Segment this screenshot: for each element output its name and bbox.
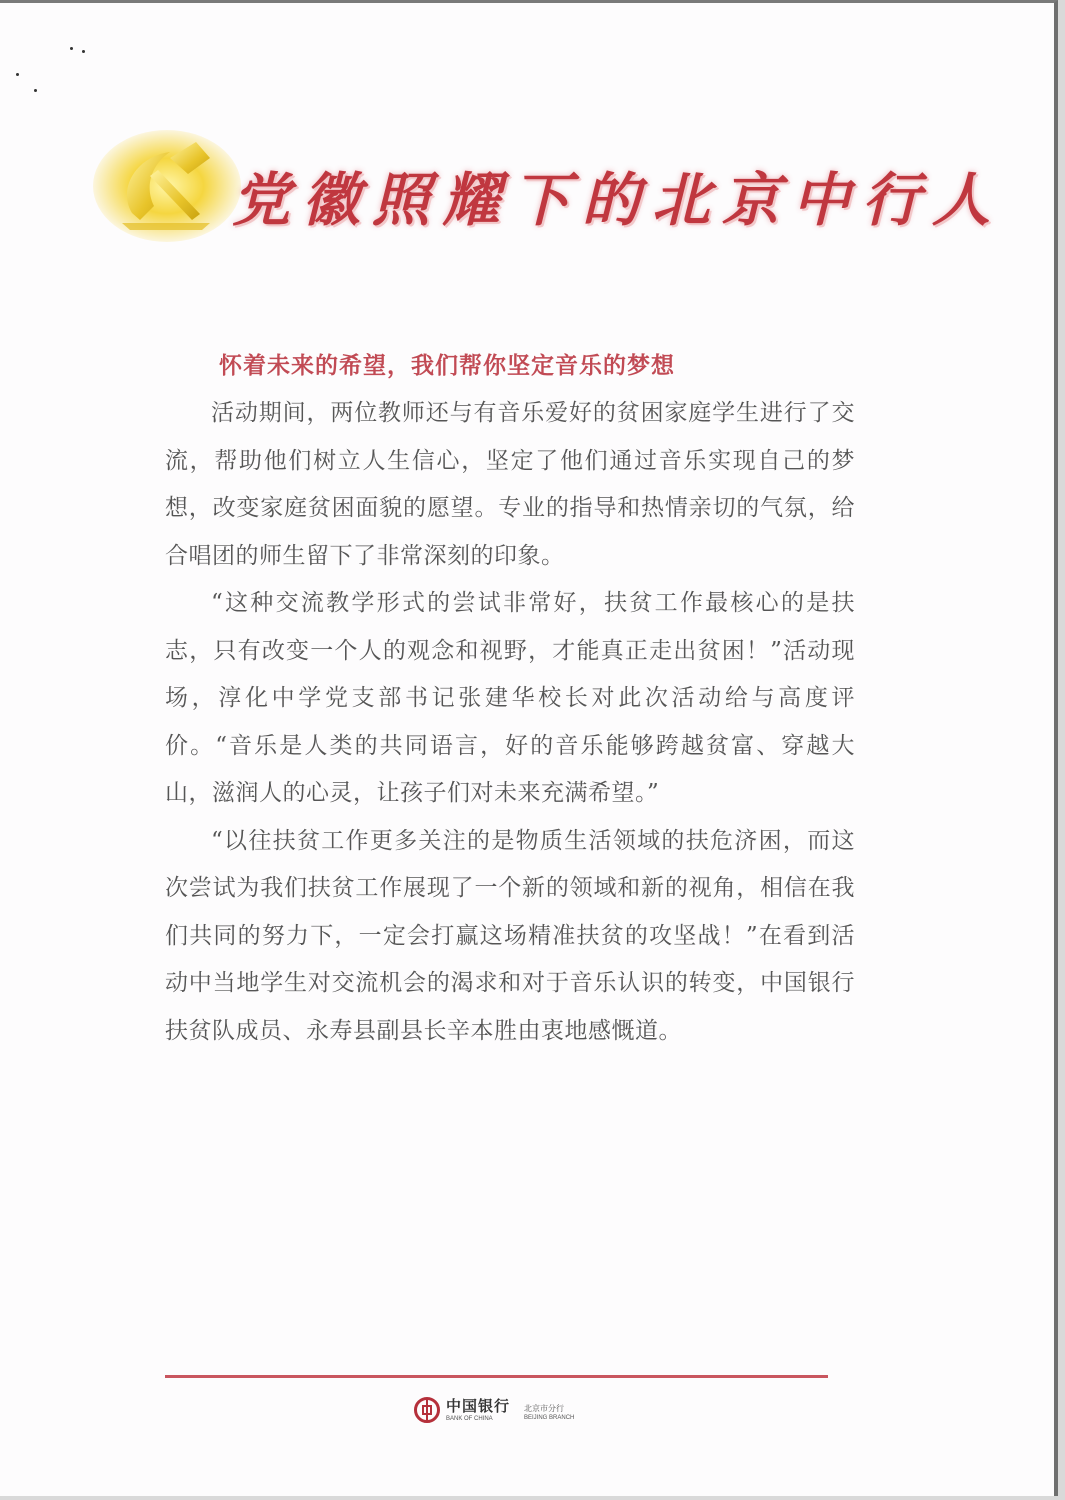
logo-chinese-name: 中国银行 — [446, 1396, 511, 1415]
scan-speck — [34, 89, 37, 92]
scan-speck — [70, 47, 73, 50]
footer-divider — [165, 1375, 828, 1378]
logo-text — [446, 1398, 510, 1423]
branch-english-name: BEIJING BRANCH — [524, 1414, 575, 1421]
scan-speck — [16, 73, 19, 76]
logo-english-name: BANK OF CHINA — [446, 1415, 493, 1422]
paragraph: “以往扶贫工作更多关注的是物质生活领域的扶危济困，而这次尝试为我们扶贫工作展现了一个新的领域和新的视角，相信在我们共同的努力下，一定会打赢这场精准扶贫的攻坚战！”在看到活动中当地学生对交流机会的渴求和对于音乐认识的转变，中国银行扶贫队成员、永寿县副县长辛本胜由衷地感慨道。 — [165, 827, 855, 1044]
party-emblem-icon — [92, 128, 242, 243]
branch-text — [516, 1399, 574, 1422]
section-subheading: 怀着未来的希望，我们帮你坚定音乐的梦想 — [219, 352, 675, 379]
bank-of-china-logo — [414, 1393, 594, 1427]
paragraph: 活动期间，两位教师还与有音乐爱好的贫困家庭学生进行了交流，帮助他们树立人生信心，坚定了他们通过音乐实现自己的梦想，改变家庭贫困面貌的愿望。专业的指导和热情亲切的气氛，给合唱团的师生留下了非常深刻的印象。 — [165, 400, 855, 569]
paragraph: “这种交流教学形式的尝试非常好，扶贫工作最核心的是扶志，只有改变一个人的观念和视野，才能真正走出贫困！”活动现场，淳化中学党支部书记张建华校长对此次活动给与高度评价。“音乐是人类的共同语言，好的音乐能够跨越贫富、穿越大山，滋润人的心灵，让孩子们对未来充满希望。” — [165, 590, 855, 806]
scan-speck — [82, 50, 85, 53]
branch-name: 北京市分行 — [524, 1403, 565, 1413]
article-body — [165, 348, 855, 1055]
bank-of-china-icon — [414, 1397, 440, 1423]
page-title: 党徽照耀下的北京中行人 — [232, 166, 1003, 234]
